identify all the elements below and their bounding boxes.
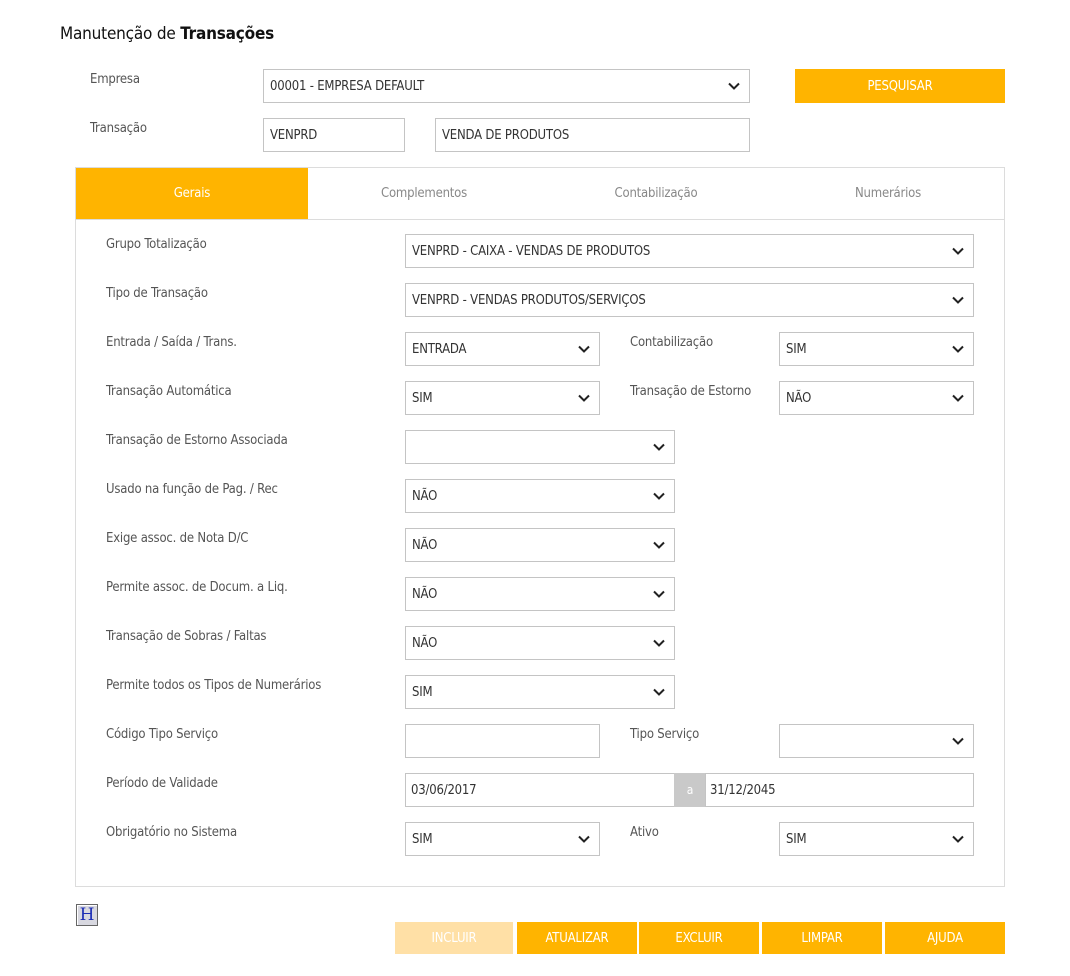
excluir-button[interactable]: EXCLUIR <box>639 922 759 954</box>
entrada-saida-select[interactable] <box>405 332 600 366</box>
page-title <box>60 24 274 44</box>
chevron-down-icon <box>652 440 666 454</box>
usado-pag-rec-value: NÃO <box>412 488 438 504</box>
ajuda-button[interactable]: AJUDA <box>885 922 1005 954</box>
obrigatorio-sistema-label: Obrigatório no Sistema <box>106 825 237 840</box>
periodo-fim-value: 31/12/2045 <box>710 782 776 798</box>
contabilizacao-select[interactable] <box>779 332 974 366</box>
tipo-transacao-label: Tipo de Transação <box>106 286 208 301</box>
transacao-code-value: VENPRD <box>270 127 318 143</box>
chevron-down-icon <box>652 636 666 650</box>
transacao-automatica-select[interactable] <box>405 381 600 415</box>
chevron-down-icon <box>951 832 965 846</box>
transacao-automatica-label: Transação Automática <box>106 384 232 399</box>
estorno-associada-select[interactable] <box>405 430 675 464</box>
chevron-down-icon <box>577 391 591 405</box>
grupo-totalizacao-value: VENPRD - CAIXA - VENDAS DE PRODUTOS <box>412 243 651 259</box>
sobras-faltas-label: Transação de Sobras / Faltas <box>106 629 267 644</box>
h-icon[interactable]: H <box>76 904 98 926</box>
todos-numerarios-select[interactable] <box>405 675 675 709</box>
usado-pag-rec-select[interactable] <box>405 479 675 513</box>
periodo-inicio-input[interactable] <box>405 773 675 807</box>
entrada-saida-label: Entrada / Saída / Trans. <box>106 335 237 350</box>
chevron-down-icon <box>577 832 591 846</box>
limpar-button[interactable]: LIMPAR <box>762 922 882 954</box>
tipo-servico-select[interactable] <box>779 724 974 758</box>
chevron-down-icon <box>652 685 666 699</box>
periodo-fim-input[interactable] <box>705 773 974 807</box>
chevron-down-icon <box>951 244 965 258</box>
empresa-select[interactable] <box>263 69 750 103</box>
page-title-prefix: Manutenção de <box>60 24 181 44</box>
chevron-down-icon <box>951 391 965 405</box>
empresa-label: Empresa <box>90 72 140 87</box>
tab-gerais[interactable]: Gerais <box>76 168 308 219</box>
chevron-down-icon <box>652 489 666 503</box>
contabilizacao-value: SIM <box>786 341 807 357</box>
ativo-select[interactable] <box>779 822 974 856</box>
atualizar-button[interactable]: ATUALIZAR <box>517 922 637 954</box>
permite-docum-liq-label: Permite assoc. de Docum. a Liq. <box>106 580 288 595</box>
permite-docum-liq-value: NÃO <box>412 586 438 602</box>
transacao-desc-input[interactable] <box>435 118 750 152</box>
chevron-down-icon <box>951 734 965 748</box>
chevron-down-icon <box>727 79 741 93</box>
periodo-inicio-value: 03/06/2017 <box>411 782 477 798</box>
chevron-down-icon <box>652 587 666 601</box>
contabilizacao-label: Contabilização <box>630 335 713 350</box>
sobras-faltas-select[interactable] <box>405 626 675 660</box>
permite-docum-liq-select[interactable] <box>405 577 675 611</box>
ativo-value: SIM <box>786 831 807 847</box>
exige-nota-dc-label: Exige assoc. de Nota D/C <box>106 531 249 546</box>
usado-pag-rec-label: Usado na função de Pag. / Rec <box>106 482 278 497</box>
codigo-tipo-servico-input[interactable] <box>405 724 600 758</box>
grupo-totalizacao-label: Grupo Totalização <box>106 237 207 252</box>
sobras-faltas-value: NÃO <box>412 635 438 651</box>
tab-bar <box>76 168 1004 220</box>
empresa-value: 00001 - EMPRESA DEFAULT <box>270 78 425 94</box>
chevron-down-icon <box>951 293 965 307</box>
entrada-saida-value: ENTRADA <box>412 341 467 357</box>
transacao-automatica-value: SIM <box>412 390 433 406</box>
pesquisar-button[interactable]: PESQUISAR <box>795 69 1005 103</box>
transacao-desc-value: VENDA DE PRODUTOS <box>442 127 570 143</box>
page-title-bold: Transações <box>180 24 275 44</box>
obrigatorio-sistema-value: SIM <box>412 831 433 847</box>
periodo-separator: a <box>674 773 706 807</box>
transacao-label: Transação <box>90 121 147 136</box>
transacao-estorno-label: Transação de Estorno <box>630 384 752 399</box>
exige-nota-dc-select[interactable] <box>405 528 675 562</box>
periodo-validade-label: Período de Validade <box>106 776 218 791</box>
codigo-tipo-servico-label: Código Tipo Serviço <box>106 727 218 742</box>
chevron-down-icon <box>577 342 591 356</box>
tab-numerarios[interactable]: Numerários <box>854 186 922 201</box>
tipo-servico-label: Tipo Serviço <box>630 727 700 742</box>
transacao-estorno-value: NÃO <box>786 390 812 406</box>
obrigatorio-sistema-select[interactable] <box>405 822 600 856</box>
tipo-transacao-value: VENPRD - VENDAS PRODUTOS/SERVIÇOS <box>412 292 646 308</box>
transacao-code-input[interactable] <box>263 118 405 152</box>
estorno-associada-label: Transação de Estorno Associada <box>106 433 288 448</box>
grupo-totalizacao-select[interactable] <box>405 234 974 268</box>
tipo-transacao-select[interactable] <box>405 283 974 317</box>
chevron-down-icon <box>951 342 965 356</box>
todos-numerarios-label: Permite todos os Tipos de Numerários <box>106 678 322 693</box>
tab-complementos[interactable]: Complementos <box>380 186 468 201</box>
transacao-estorno-select[interactable] <box>779 381 974 415</box>
exige-nota-dc-value: NÃO <box>412 537 438 553</box>
ativo-label: Ativo <box>630 825 659 840</box>
chevron-down-icon <box>652 538 666 552</box>
todos-numerarios-value: SIM <box>412 684 433 700</box>
tab-contabilizacao[interactable]: Contabilização <box>614 186 698 201</box>
incluir-button[interactable]: INCLUIR <box>395 922 513 954</box>
